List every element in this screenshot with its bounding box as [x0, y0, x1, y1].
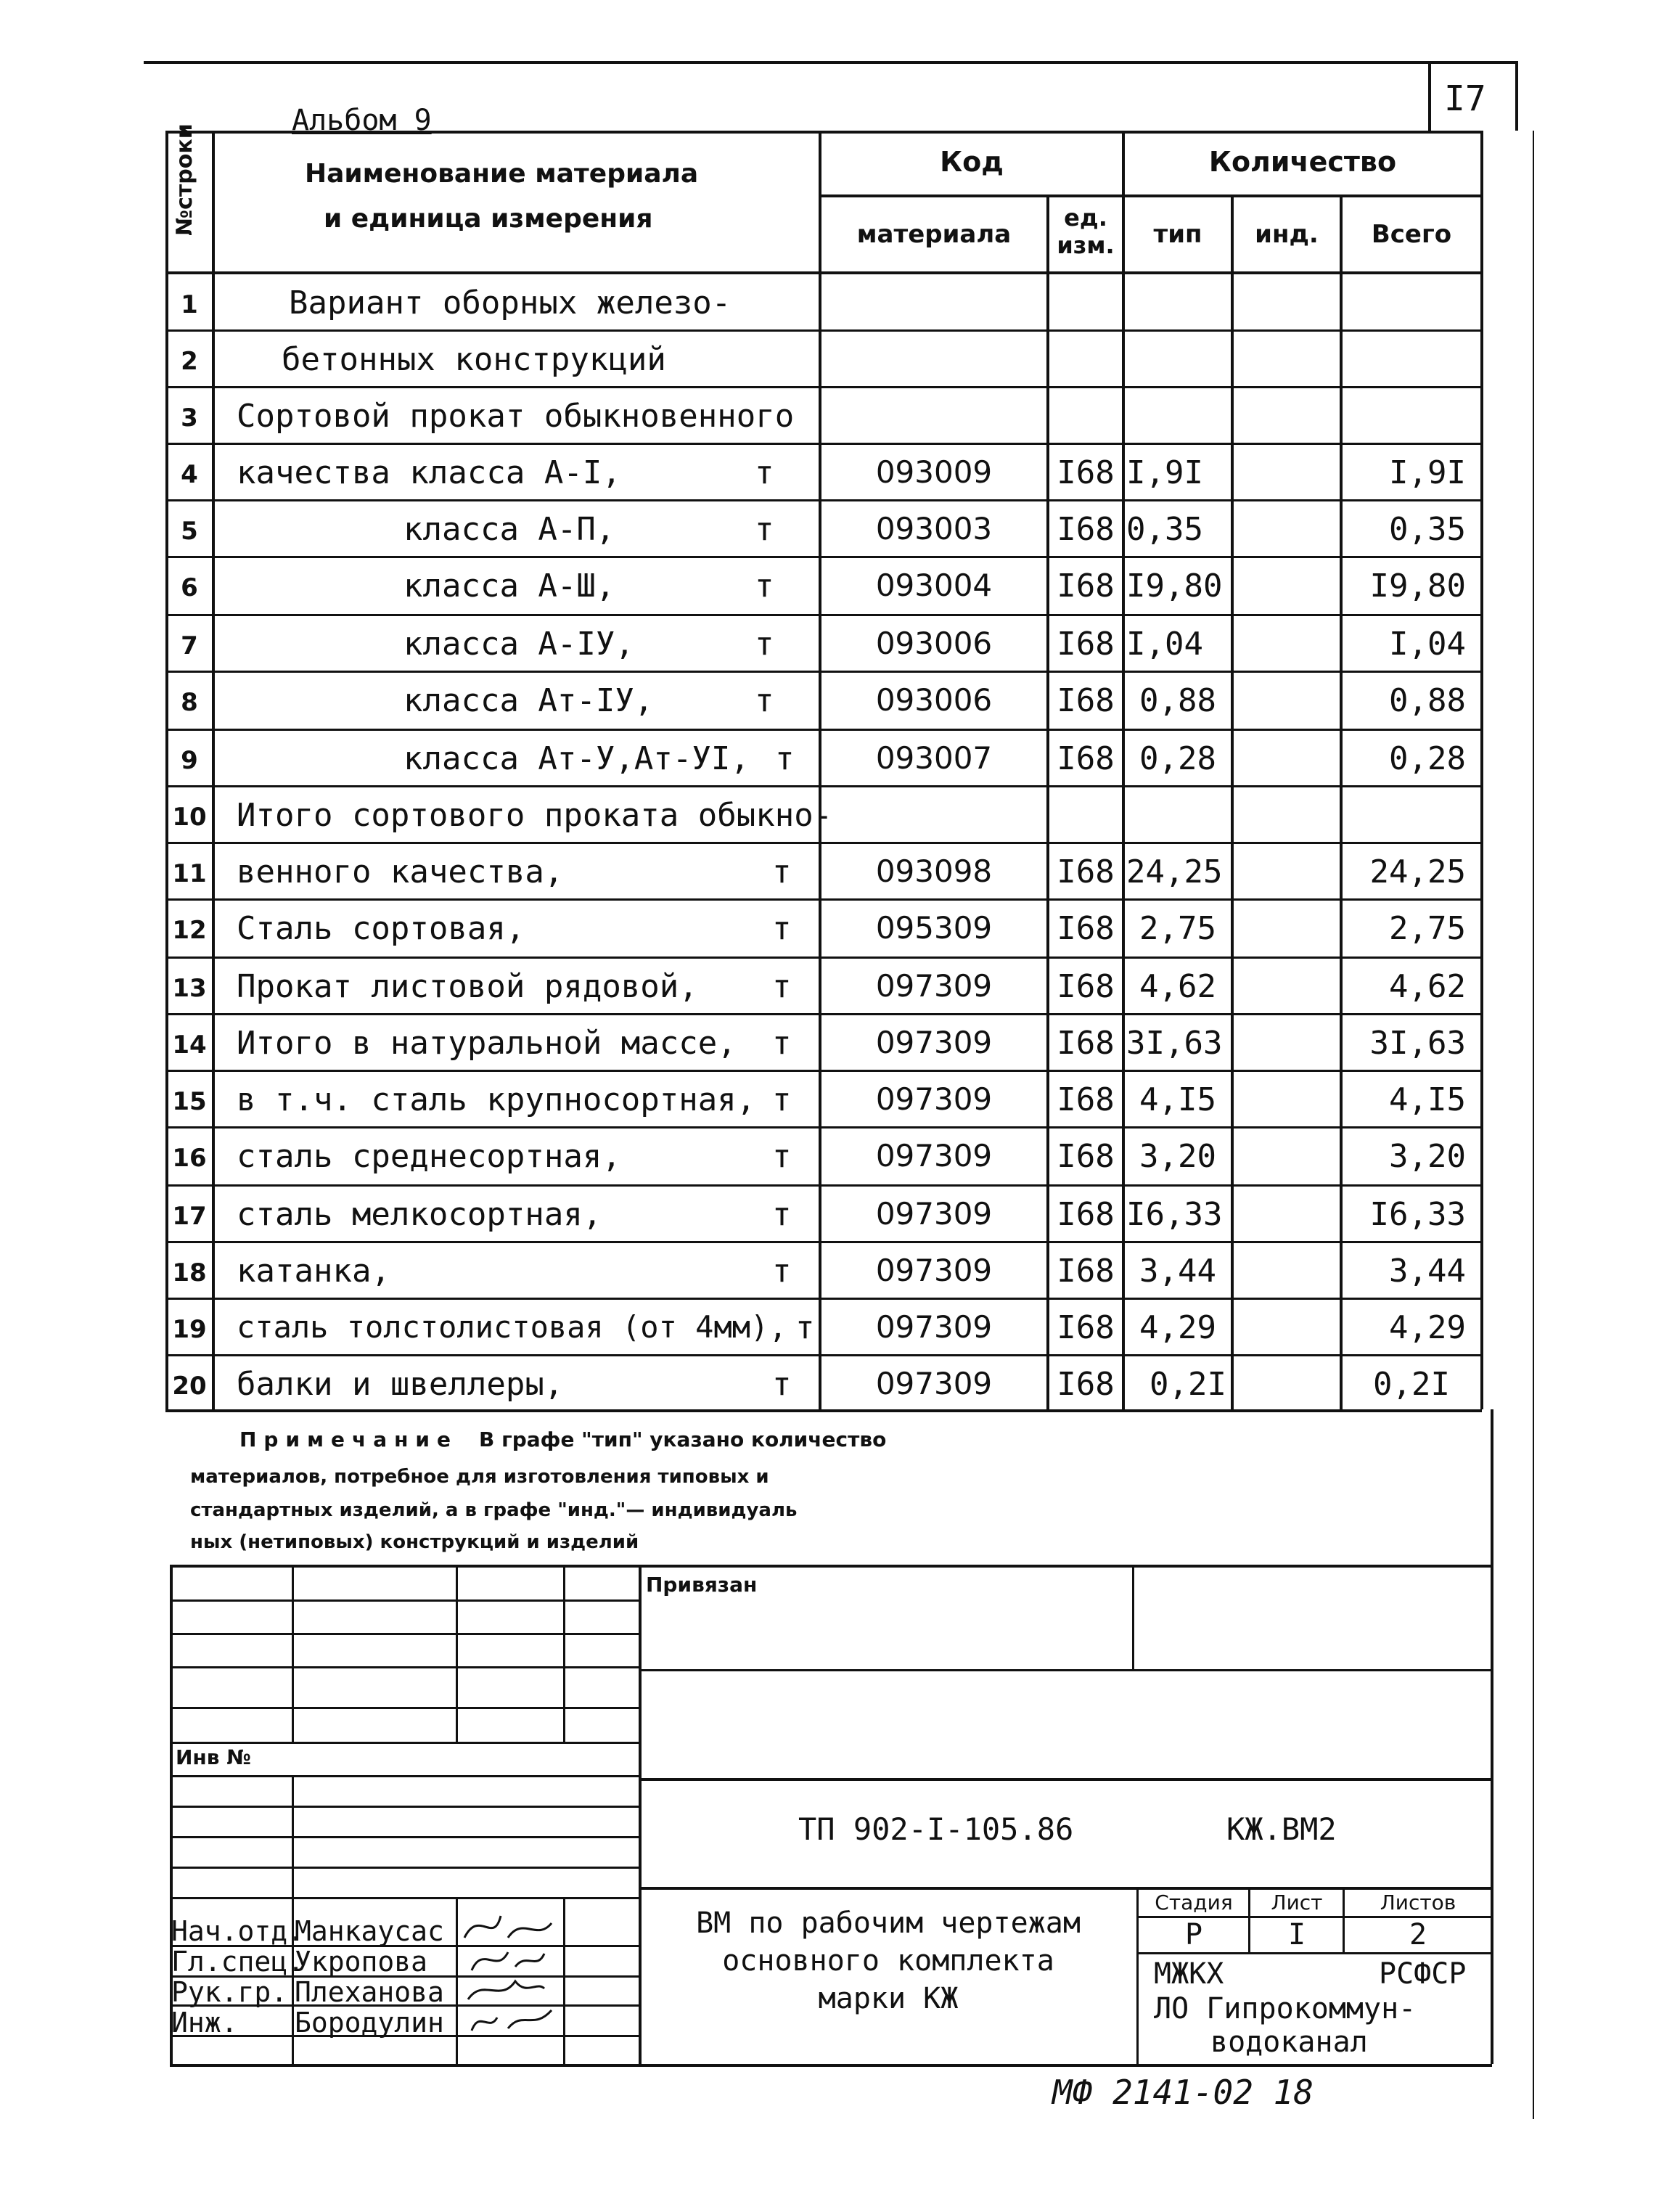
row-name: Итого сортового проката обыкно- — [237, 797, 833, 834]
row-line — [165, 1126, 1482, 1128]
row-name: Прокат листовой рядовой, — [237, 968, 698, 1005]
stamp-right-line — [1491, 1565, 1493, 2064]
row-unit-t: т — [772, 853, 792, 890]
row-number: 7 — [181, 631, 198, 660]
row-total: 3,20 — [1389, 1138, 1466, 1175]
row-name: Сортовой прокат обыкновенного — [237, 398, 795, 435]
row-name: сталь среднесортная, — [237, 1138, 621, 1175]
row-total: 3I,63 — [1369, 1025, 1466, 1062]
row-number: 19 — [172, 1315, 207, 1344]
inv-no-label: Инв № — [176, 1745, 251, 1769]
row-name: Вариант оборных железо- — [289, 284, 732, 321]
row-type: 3,44 — [1139, 1253, 1216, 1290]
stamp-grid-line — [170, 1599, 639, 1602]
row-total: I6,33 — [1369, 1196, 1466, 1233]
sheets-value: 2 — [1409, 1918, 1427, 1951]
privyazan-label: Привязан — [646, 1573, 758, 1597]
row-unit: I68 — [1057, 1081, 1115, 1118]
row-type: I,04 — [1126, 626, 1203, 663]
quantity-header: Количество — [1208, 146, 1397, 178]
row-type: 24,25 — [1126, 853, 1223, 890]
header-bottom-line — [165, 271, 1482, 274]
row-name: Сталь сортовая, — [237, 910, 525, 947]
row-type: I,9I — [1126, 454, 1203, 491]
stamp-grid-line — [639, 1778, 1491, 1781]
signature-scribble — [464, 1916, 552, 1938]
row-total: 4,I5 — [1389, 1081, 1466, 1118]
stamp-grid-line — [292, 1565, 294, 1743]
signature-role: Рук.гр. — [171, 1976, 288, 2008]
stamp-grid-line — [563, 1565, 565, 1743]
doc-code: ТП 902-I-105.86 — [798, 1811, 1074, 1847]
row-name: в т.ч. сталь крупносортная, — [237, 1081, 756, 1118]
note-right-line — [1491, 1409, 1493, 1566]
row-unit-t: т — [755, 568, 774, 605]
row-unit-t: т — [755, 682, 774, 719]
org-line3: водоканал — [1210, 2025, 1368, 2059]
row-code: 093006 — [875, 682, 993, 718]
row-type: 4,I5 — [1139, 1081, 1216, 1118]
row-unit-t: т — [795, 1309, 815, 1346]
row-number: 10 — [172, 803, 207, 832]
row-name: венного качества, — [237, 853, 564, 890]
stamp-grid-line — [170, 1666, 639, 1668]
row-line — [165, 1070, 1482, 1072]
row-code: 093098 — [875, 853, 993, 889]
row-code: 097309 — [875, 968, 993, 1004]
row-number: 12 — [172, 916, 207, 945]
row-code: 093009 — [875, 454, 993, 490]
sheet-number-box-left — [1428, 61, 1431, 131]
row-name: класса А-Ш, — [403, 568, 615, 605]
rownum-header: №строки — [172, 123, 197, 236]
title-line2: основного комплекта — [722, 1944, 1054, 1978]
signature-name: Укропова — [295, 1946, 428, 1978]
stamp-grid-line — [170, 1806, 639, 1808]
signature-role: Инж. — [171, 2007, 238, 2039]
row-code: 097309 — [875, 1366, 993, 1401]
row-total: I,04 — [1389, 626, 1466, 663]
row-name: качества класса А-I, — [237, 454, 621, 491]
row-name: класса А-П, — [403, 511, 615, 548]
row-unit: I68 — [1057, 1366, 1115, 1403]
row-total: 3,44 — [1389, 1253, 1466, 1290]
row-line — [165, 499, 1482, 501]
row-name: класса Ат-IУ, — [403, 682, 654, 719]
row-name: балки и швеллеры, — [237, 1366, 564, 1403]
row-code: 093003 — [875, 511, 993, 546]
signature-scribble — [472, 2010, 552, 2031]
row-type: 3,20 — [1139, 1138, 1216, 1175]
row-total: 0,2I — [1373, 1366, 1450, 1403]
stage-value: Р — [1184, 1918, 1203, 1951]
row-unit-t: т — [772, 1025, 792, 1062]
table-top-line — [165, 131, 1482, 134]
stamp-bottom-line — [170, 2064, 1492, 2067]
row-code: 093007 — [875, 740, 993, 776]
row-code: 097309 — [875, 1309, 993, 1345]
name-header-line1: Наименование материала — [305, 159, 699, 189]
row-number: 17 — [172, 1202, 207, 1231]
row-number: 11 — [172, 859, 207, 888]
row-unit-t: т — [775, 740, 795, 777]
title-line1: ВМ по рабочим чертежам — [696, 1906, 1081, 1940]
row-line — [165, 1241, 1482, 1243]
row-total: I,9I — [1389, 454, 1466, 491]
row-unit-t: т — [772, 1081, 792, 1118]
row-number: 14 — [172, 1031, 207, 1060]
row-code: 097309 — [875, 1081, 993, 1117]
stage-label: Стадия — [1155, 1891, 1233, 1914]
row-type: 4,29 — [1139, 1309, 1216, 1346]
row-name: сталь толстолистовая (от 4мм), — [237, 1309, 787, 1345]
row-unit: I68 — [1057, 511, 1115, 548]
row-total: I9,80 — [1369, 568, 1466, 605]
signature-name: Плеханова — [295, 1976, 444, 2008]
signature-scribble — [468, 1981, 544, 1999]
row-type: I6,33 — [1126, 1196, 1223, 1233]
row-number: 5 — [181, 517, 198, 546]
stamp-grid-line — [1132, 1565, 1134, 1669]
header-mid-line — [819, 194, 1482, 197]
stamp-grid-line — [170, 1897, 639, 1899]
signature-role: Нач.отд. — [171, 1915, 305, 1947]
ind-header: инд. — [1255, 220, 1319, 249]
note-prefix: Примечание — [239, 1427, 459, 1451]
row-unit-t: т — [772, 1138, 792, 1175]
row-name: класса А-IУ, — [403, 626, 634, 663]
name-header-line2: и единица измерения — [324, 204, 653, 234]
signature-role: Гл.спец. — [171, 1946, 305, 1978]
stamp-grid-line — [170, 1836, 639, 1838]
row-name: катанка, — [237, 1253, 390, 1290]
row-line — [165, 671, 1482, 673]
row-type: 0,28 — [1139, 740, 1216, 777]
unit-header-2: изм. — [1057, 232, 1115, 259]
row-unit: I68 — [1057, 910, 1115, 947]
album-label: Альбом 9 — [292, 104, 432, 137]
row-type: 4,62 — [1139, 968, 1216, 1005]
row-name: класса Ат-У,Ат-УI, — [403, 740, 750, 777]
row-total: 24,25 — [1369, 853, 1466, 890]
row-name: Итого в натуральной массе, — [237, 1025, 737, 1062]
row-unit-t: т — [772, 968, 792, 1005]
row-unit: I68 — [1057, 454, 1115, 491]
row-total: 0,28 — [1389, 740, 1466, 777]
stamp-grid-line — [456, 1565, 458, 1743]
stamp-grid-line — [1136, 1952, 1491, 1954]
row-unit: I68 — [1057, 1196, 1115, 1233]
row-code: 097309 — [875, 1025, 993, 1060]
row-number: 2 — [181, 347, 198, 376]
row-line — [165, 329, 1482, 332]
row-line — [165, 1184, 1482, 1187]
stamp-grid-line — [639, 1669, 1491, 1671]
row-number: 20 — [172, 1372, 207, 1401]
row-code: 093004 — [875, 568, 993, 603]
row-number: 1 — [181, 290, 198, 319]
row-type: 2,75 — [1139, 910, 1216, 947]
row-total: 4,62 — [1389, 968, 1466, 1005]
row-unit: I68 — [1057, 1253, 1115, 1290]
row-unit: I68 — [1057, 968, 1115, 1005]
stamp-grid-line — [1248, 1887, 1250, 1952]
material-code-header: материала — [856, 220, 1012, 249]
note-line4: ных (нетиповых) конструкций и изделий — [190, 1531, 639, 1553]
row-unit: I68 — [1057, 740, 1115, 777]
code-header: Код — [940, 146, 1004, 178]
row-total: 2,75 — [1389, 910, 1466, 947]
row-type: I9,80 — [1126, 568, 1223, 605]
row-number: 9 — [181, 746, 198, 775]
note-line2: материалов, потребное для изготовления типовых и — [190, 1466, 769, 1488]
row-unit-t: т — [755, 511, 774, 548]
sheet-number-box-right — [1515, 61, 1518, 131]
row-unit-t: т — [755, 454, 774, 491]
stamp-grid-line — [170, 1742, 639, 1744]
title-line3: марки КЖ — [818, 1982, 959, 2015]
row-line — [165, 957, 1482, 959]
org-republic: РСФСР — [1379, 1957, 1467, 1991]
row-number: 16 — [172, 1144, 207, 1173]
sheet-number: I7 — [1444, 78, 1486, 119]
row-unit: I68 — [1057, 853, 1115, 890]
row-number: 13 — [172, 974, 207, 1003]
stamp-grid-line — [170, 1633, 639, 1635]
stamp-grid-line — [170, 1707, 639, 1709]
stamp-grid-line — [170, 1775, 639, 1777]
row-code: 097309 — [875, 1196, 993, 1232]
note-line1: В графе "тип" указано количество — [479, 1427, 887, 1451]
row-total: 0,35 — [1389, 511, 1466, 548]
row-unit: I68 — [1057, 1138, 1115, 1175]
row-line — [165, 443, 1482, 445]
row-unit: I68 — [1057, 682, 1115, 719]
row-code: 095309 — [875, 910, 993, 946]
row-code: 093006 — [875, 626, 993, 661]
table-right-line — [1480, 131, 1483, 1409]
row-type: 0,88 — [1139, 682, 1216, 719]
org-ministry: МЖКХ — [1154, 1957, 1224, 1991]
col-line-type — [1231, 194, 1234, 1409]
signature-marks — [457, 1901, 639, 2061]
org-line2: ЛО Гипрокоммун- — [1154, 1992, 1417, 2025]
row-type: 0,2I — [1150, 1366, 1226, 1403]
row-total: 0,88 — [1389, 682, 1466, 719]
row-unit-t: т — [772, 1253, 792, 1290]
total-header: Всего — [1371, 220, 1452, 249]
row-line — [165, 1013, 1482, 1015]
signature-name: Манкаусас — [295, 1915, 444, 1947]
row-line — [165, 556, 1482, 558]
note-line3: стандартных изделий, а в графе "инд."— индивидуаль — [190, 1499, 798, 1521]
row-line — [165, 842, 1482, 844]
stamp-grid-line — [1136, 1887, 1139, 2064]
row-line — [165, 898, 1482, 901]
sheet-value: I — [1287, 1918, 1306, 1951]
stamp-grid-line — [1343, 1887, 1345, 1952]
row-type: 0,35 — [1126, 511, 1203, 548]
row-number: 6 — [181, 573, 198, 602]
row-line — [165, 1298, 1482, 1300]
doc-mark: КЖ.ВМ2 — [1226, 1811, 1337, 1847]
stamp-top-line — [170, 1565, 1492, 1568]
row-number: 4 — [181, 460, 198, 489]
row-name: сталь мелкосортная, — [237, 1196, 602, 1233]
stamp-grid-line — [170, 1867, 639, 1869]
row-unit: I68 — [1057, 1309, 1115, 1346]
row-unit-t: т — [755, 626, 774, 663]
row-number: 18 — [172, 1258, 207, 1287]
row-unit-t: т — [772, 1366, 792, 1403]
row-number: 15 — [172, 1087, 207, 1116]
row-line — [165, 785, 1482, 787]
row-number: 3 — [181, 404, 198, 433]
row-line — [165, 386, 1482, 388]
row-unit: I68 — [1057, 1025, 1115, 1062]
stamp-grid-line — [639, 1887, 1491, 1890]
row-unit: I68 — [1057, 568, 1115, 605]
top-border — [144, 61, 1515, 64]
row-unit: I68 — [1057, 626, 1115, 663]
row-code: 097309 — [875, 1138, 993, 1173]
row-total: 4,29 — [1389, 1309, 1466, 1346]
row-line — [165, 1354, 1482, 1356]
type-header: тип — [1153, 220, 1202, 249]
sheets-label: Листов — [1380, 1891, 1456, 1914]
row-line — [165, 729, 1482, 731]
sheet-label: Лист — [1271, 1891, 1323, 1914]
row-unit-t: т — [772, 910, 792, 947]
footer-code: МФ 2141-02 18 — [1052, 2073, 1314, 2112]
table-bottom-line — [165, 1409, 1482, 1412]
unit-header-1: ед. — [1064, 204, 1107, 232]
row-line — [165, 614, 1482, 616]
row-code: 097309 — [875, 1253, 993, 1288]
row-unit-t: т — [772, 1196, 792, 1233]
page-right-edge — [1533, 131, 1534, 2119]
signature-scribble — [472, 1952, 544, 1970]
signature-name: Бородулин — [295, 2007, 444, 2039]
col-line-rownum — [212, 131, 215, 1409]
row-name: бетонных конструкций — [282, 341, 666, 378]
row-type: 3I,63 — [1126, 1025, 1223, 1062]
row-number: 8 — [181, 688, 198, 717]
